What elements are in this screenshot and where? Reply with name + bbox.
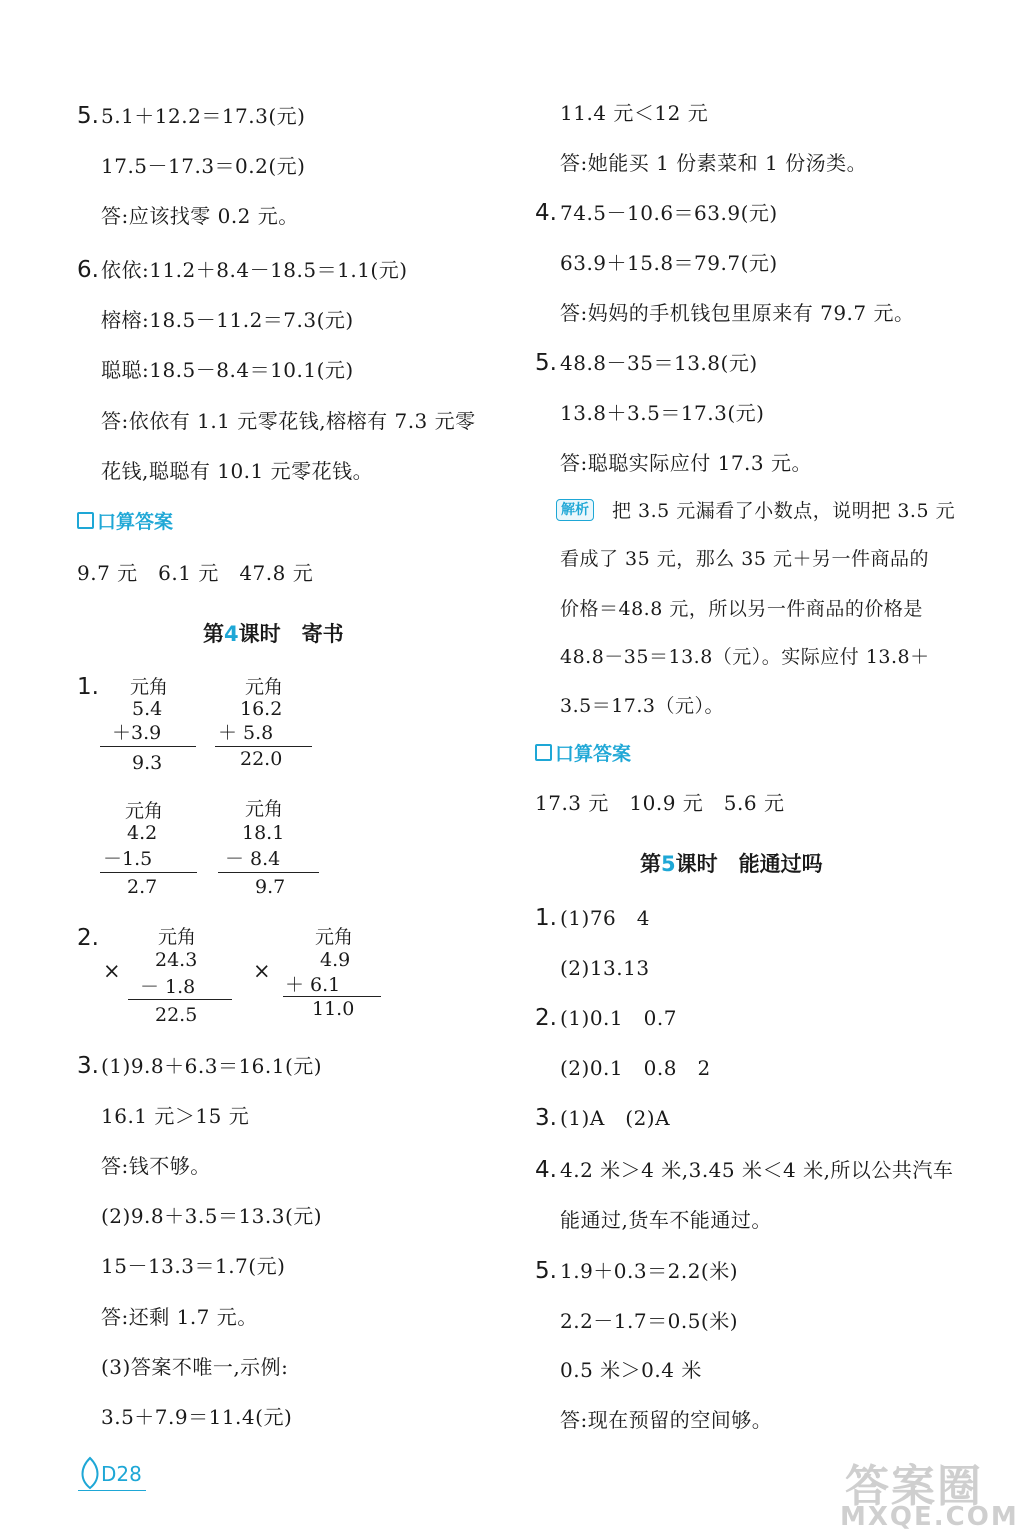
oral-answers: 17.3 元 10.9 元 5.6 元 bbox=[535, 791, 785, 815]
answer-line: 17.5－17.3＝0.2(元) bbox=[101, 154, 306, 178]
answer-line: 1.9＋0.3＝2.2(米) bbox=[560, 1259, 739, 1283]
calc-operand: ＋ 6.1 bbox=[285, 974, 341, 996]
column-header: 元角 bbox=[245, 676, 284, 698]
column-header: 元角 bbox=[245, 798, 284, 820]
calc-operand: ＋ 5.8 bbox=[218, 722, 274, 744]
calc-rule bbox=[283, 996, 381, 997]
question-number: 3. bbox=[77, 1053, 99, 1079]
question-number: 1. bbox=[77, 674, 99, 700]
analysis-tag: 解析 bbox=[556, 499, 594, 521]
answer-line: 答:妈妈的手机钱包里原来有 79.7 元。 bbox=[560, 301, 915, 325]
answer-line: 11.4 元＜12 元 bbox=[560, 101, 709, 125]
question-number: 3. bbox=[535, 1105, 557, 1131]
answer-line: (1)76 4 bbox=[560, 906, 651, 930]
answer-line: 答:钱不够。 bbox=[101, 1154, 211, 1178]
calc-rule bbox=[100, 872, 197, 873]
answer-line: 榕榕:18.5－11.2＝7.3(元) bbox=[101, 308, 354, 332]
answer-line: 答:依依有 1.1 元零花钱,榕榕有 7.3 元零 bbox=[101, 409, 476, 433]
answer-line: (1)0.1 0.7 bbox=[560, 1006, 677, 1030]
calc-rule bbox=[100, 746, 196, 747]
answer-line: (2)13.13 bbox=[560, 956, 650, 980]
answer-line: 5.1＋12.2＝17.3(元) bbox=[101, 104, 306, 128]
analysis-line: 把 3.5 元漏看了小数点，说明把 3.5 元 bbox=[612, 500, 956, 522]
calc-result: 9.3 bbox=[132, 752, 163, 774]
answer-line: 答:还剩 1.7 元。 bbox=[101, 1305, 258, 1329]
calc-top: 5.4 bbox=[132, 698, 163, 720]
answer-line: 花钱,聪聪有 10.1 元零花钱。 bbox=[101, 459, 374, 483]
answer-line: 答:应该找零 0.2 元。 bbox=[101, 204, 299, 228]
answer-line: (2)9.8＋3.5＝13.3(元) bbox=[101, 1204, 323, 1228]
calc-rule bbox=[215, 746, 312, 747]
page-number-rule bbox=[78, 1490, 146, 1491]
question-number: 2. bbox=[77, 925, 99, 951]
wrong-mark-icon: × bbox=[103, 959, 121, 983]
answer-line: 4.2 米＞4 米,3.45 米＜4 米,所以公共汽车 bbox=[560, 1158, 954, 1182]
column-header: 元角 bbox=[315, 926, 354, 948]
column-header: 元角 bbox=[130, 676, 169, 698]
analysis-line: 价格＝48.8 元，所以另一件商品的价格是 bbox=[560, 598, 923, 620]
oral-answers-heading: 口算答案 bbox=[77, 510, 173, 534]
calc-result: 2.7 bbox=[127, 876, 158, 898]
calc-operand: ＋3.9 bbox=[112, 722, 162, 744]
question-number: 4. bbox=[535, 200, 557, 226]
calc-top: 24.3 bbox=[155, 949, 198, 971]
lesson-title: 第5课时 能通过吗 bbox=[640, 852, 823, 876]
answer-line: (1)A (2)A bbox=[560, 1106, 671, 1130]
question-number: 5. bbox=[535, 1258, 557, 1284]
column-header: 元角 bbox=[125, 800, 164, 822]
calc-result: 22.5 bbox=[155, 1004, 198, 1026]
answer-line: 15－13.3＝1.7(元) bbox=[101, 1254, 286, 1278]
answer-line: (3)答案不唯一,示例: bbox=[101, 1355, 289, 1379]
answer-line: 48.8－35＝13.8(元) bbox=[560, 351, 758, 375]
calc-top: 4.9 bbox=[320, 949, 351, 971]
calc-result: 22.0 bbox=[240, 748, 283, 770]
leaf-icon bbox=[78, 1456, 102, 1490]
answer-line: 依依:11.2＋8.4－18.5＝1.1(元) bbox=[101, 258, 408, 282]
analysis-line: 48.8－35＝13.8（元）。实际应付 13.8＋ bbox=[560, 646, 930, 668]
answer-line: 答:她能买 1 份素菜和 1 份汤类。 bbox=[560, 151, 868, 175]
answer-line: (2)0.1 0.8 2 bbox=[560, 1056, 711, 1080]
calc-operand: － 8.4 bbox=[225, 848, 281, 870]
answer-line: 聪聪:18.5－8.4＝10.1(元) bbox=[101, 358, 354, 382]
watermark-logo: 答案圈 bbox=[845, 1461, 983, 1512]
calc-result: 11.0 bbox=[312, 998, 355, 1020]
calc-top: 18.1 bbox=[242, 822, 285, 844]
analysis-line: 3.5＝17.3（元）。 bbox=[560, 695, 725, 717]
calc-operand: － 1.8 bbox=[140, 976, 196, 998]
question-number: 1. bbox=[535, 905, 557, 931]
wrong-mark-icon: × bbox=[253, 959, 271, 983]
answer-line: (1)9.8＋6.3＝16.1(元) bbox=[101, 1054, 323, 1078]
answer-line: 0.5 米＞0.4 米 bbox=[560, 1358, 702, 1382]
question-number: 5. bbox=[77, 103, 99, 129]
analysis-line: 看成了 35 元，那么 35 元＋另一件商品的 bbox=[560, 548, 930, 570]
question-number: 2. bbox=[535, 1005, 557, 1031]
calc-top: 4.2 bbox=[127, 822, 158, 844]
answer-line: 16.1 元＞15 元 bbox=[101, 1104, 250, 1128]
answer-line: 2.2－1.7＝0.5(米) bbox=[560, 1309, 739, 1333]
question-number: 4. bbox=[535, 1157, 557, 1183]
calc-result: 9.7 bbox=[255, 876, 286, 898]
question-number: 6. bbox=[77, 257, 99, 283]
lesson-title: 第4课时 寄书 bbox=[203, 622, 344, 646]
oral-answers: 9.7 元 6.1 元 47.8 元 bbox=[77, 561, 314, 585]
calc-operand: －1.5 bbox=[103, 848, 153, 870]
question-number: 5. bbox=[535, 350, 557, 376]
calc-rule bbox=[218, 872, 319, 873]
answer-line: 答:聪聪实际应付 17.3 元。 bbox=[560, 451, 812, 475]
answer-line: 74.5－10.6＝63.9(元) bbox=[560, 201, 778, 225]
calc-rule bbox=[128, 999, 232, 1000]
answer-line: 答:现在预留的空间够。 bbox=[560, 1408, 773, 1432]
answer-line: 能通过,货车不能通过。 bbox=[560, 1208, 772, 1232]
page-number: D28 bbox=[101, 1462, 142, 1486]
answer-line: 13.8＋3.5＝17.3(元) bbox=[560, 401, 765, 425]
watermark-url: MXQE.COM bbox=[840, 1502, 1019, 1532]
answer-line: 3.5＋7.9＝11.4(元) bbox=[101, 1405, 293, 1429]
column-header: 元角 bbox=[158, 926, 197, 948]
calc-top: 16.2 bbox=[240, 698, 283, 720]
answer-line: 63.9＋15.8＝79.7(元) bbox=[560, 251, 778, 275]
oral-answers-heading: 口算答案 bbox=[535, 742, 631, 766]
